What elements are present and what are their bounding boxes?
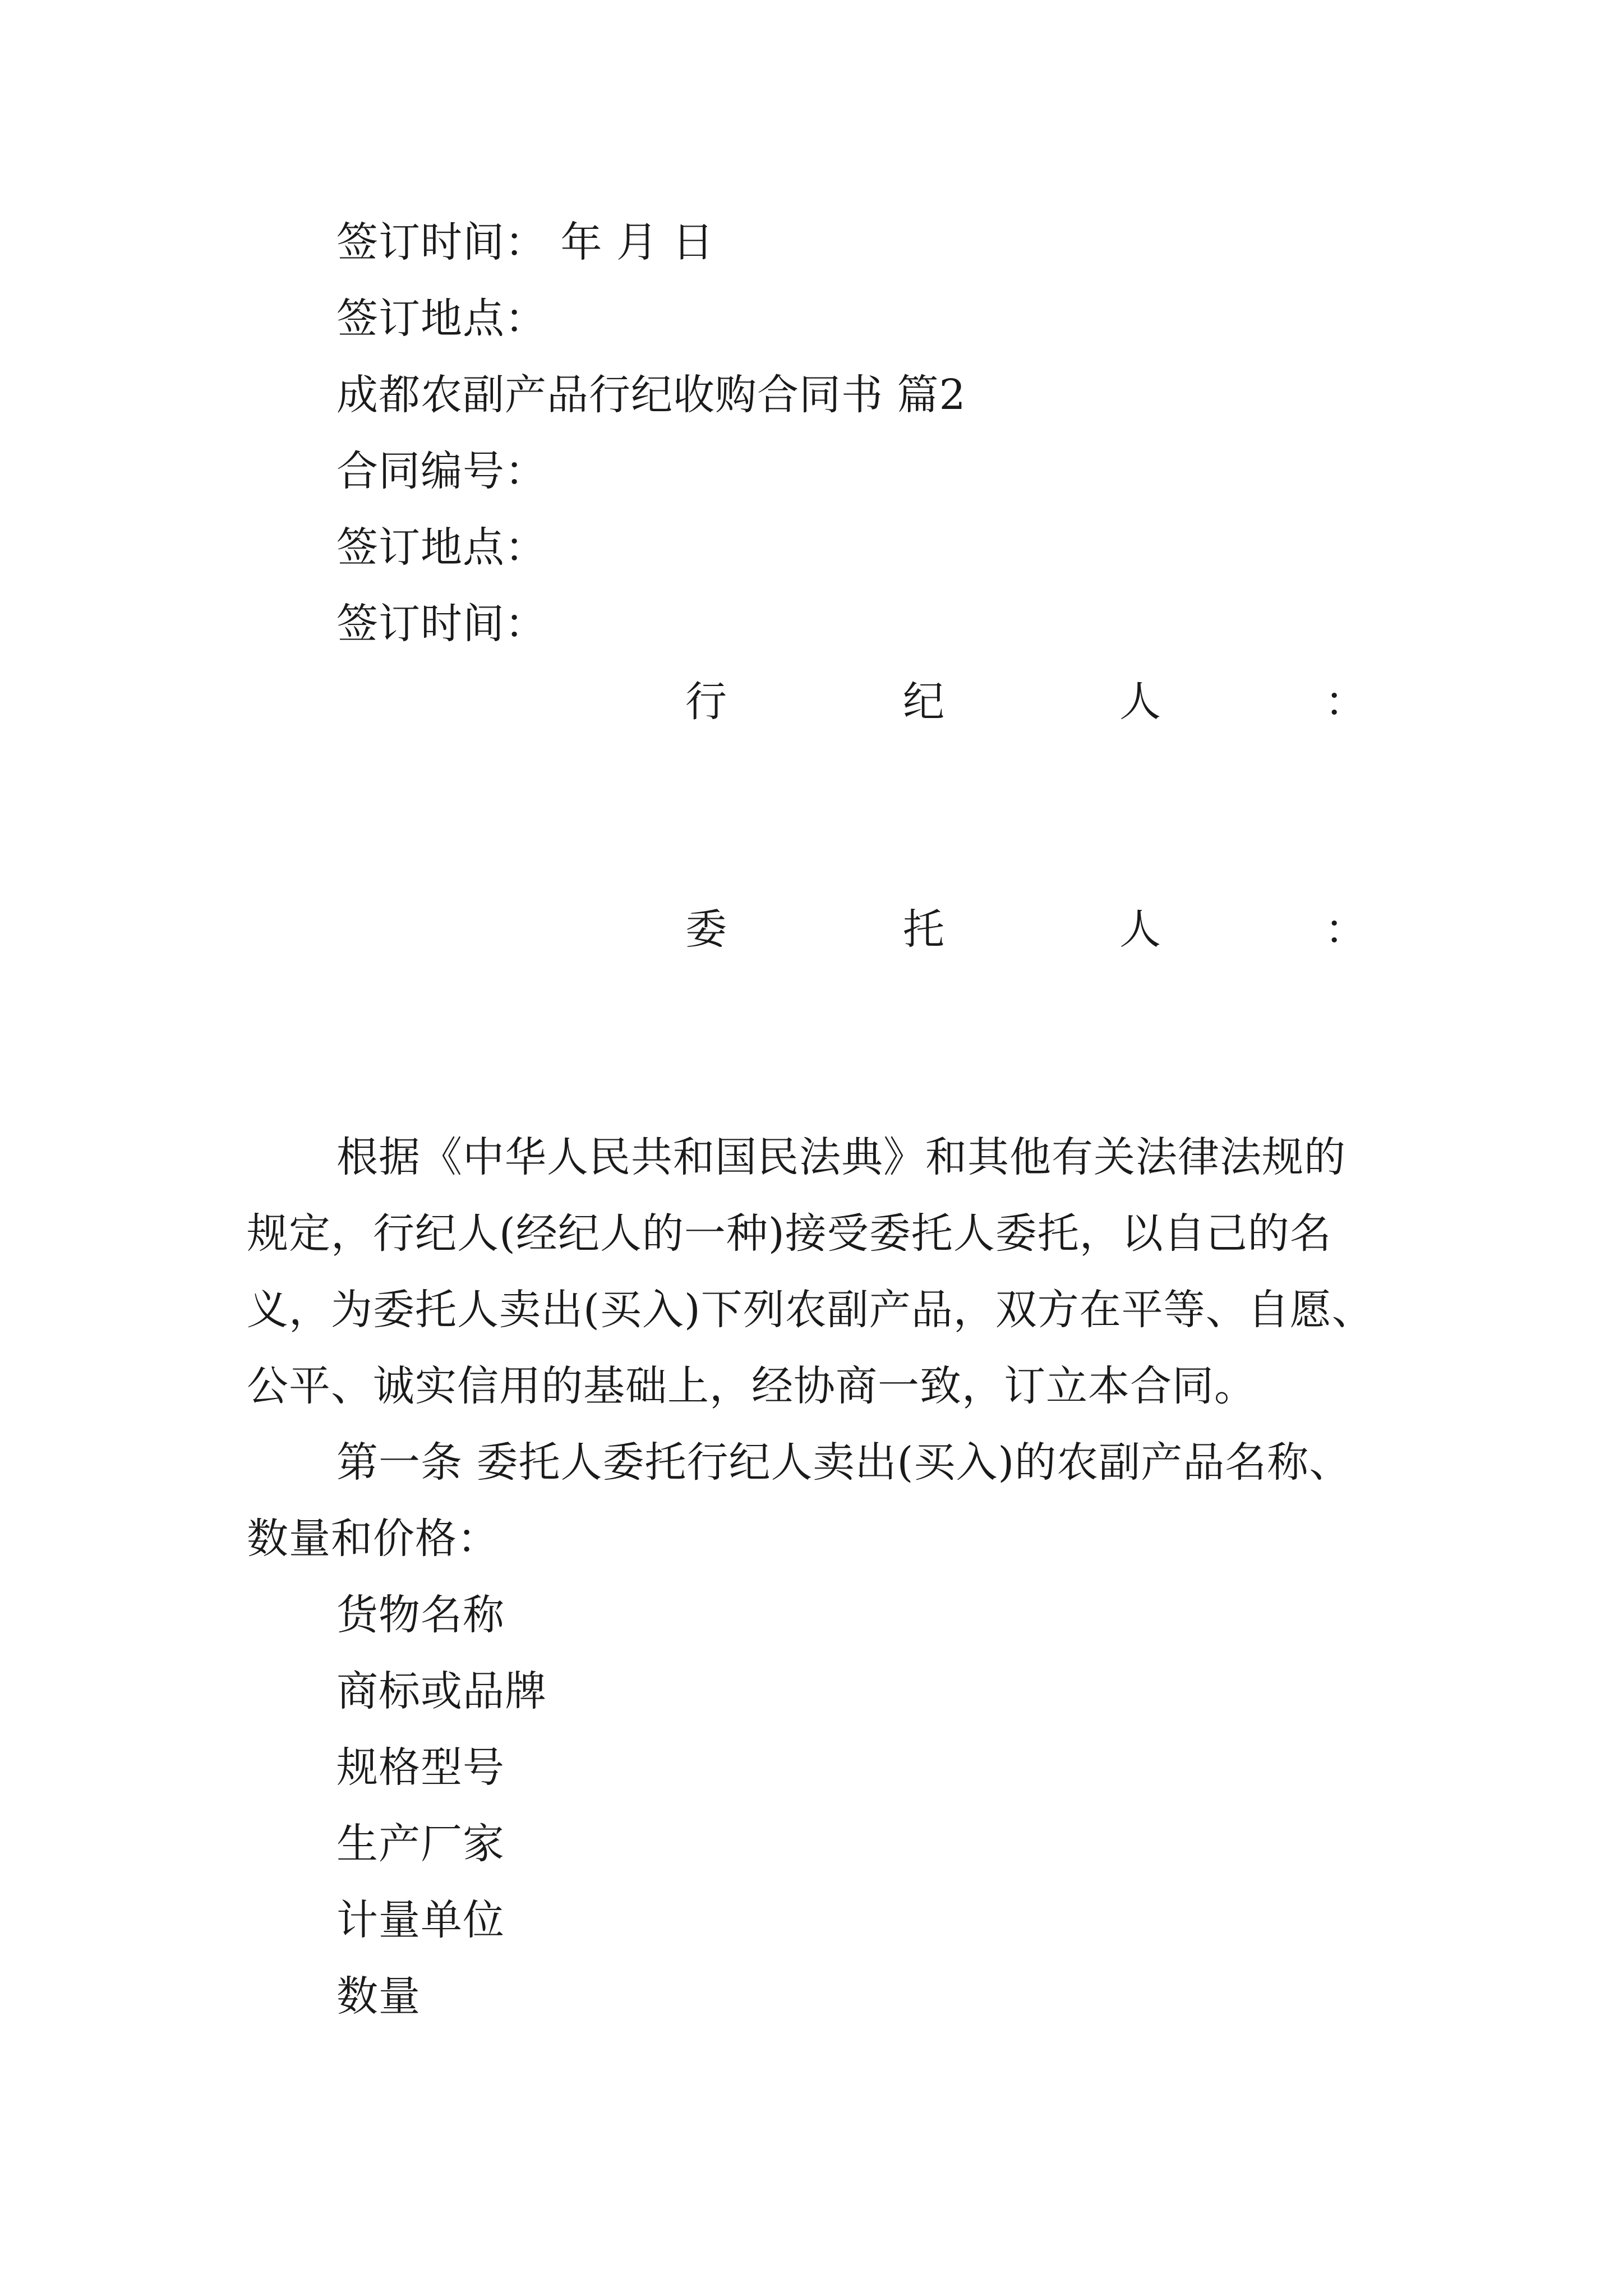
broker-char-1: 行	[685, 678, 727, 726]
list-item: 货物名称	[336, 1591, 505, 1639]
intro-line-2: 规定，行纪人(经纪人的一种)接受委托人委托，以自己的名	[247, 1209, 1332, 1258]
sign-time-line-2: 签订时间：	[336, 600, 547, 648]
list-item: 生产厂家	[336, 1820, 505, 1868]
sign-place-line-1: 签订地点：	[336, 295, 547, 343]
list-item: 商标或品牌	[336, 1667, 547, 1715]
principal-char-1: 委	[685, 905, 727, 954]
intro-line-3: 义，为委托人卖出(买入)下列农副产品，双方在平等、自愿、	[247, 1286, 1374, 1334]
principal-char-3: 人	[1119, 905, 1161, 954]
intro-line-4: 公平、诚实信用的基础上，经协商一致，订立本合同。	[247, 1362, 1256, 1410]
list-item: 规格型号	[336, 1743, 505, 1792]
article-1-line-1: 第一条 委托人委托行纪人卖出(买入)的农副产品名称、	[336, 1438, 1352, 1487]
contract-title-part2: 成都农副产品行纪收购合同书 篇2	[336, 371, 966, 419]
principal-char-2: 托	[903, 905, 944, 954]
contract-number-line: 合同编号：	[336, 447, 547, 495]
broker-colon: ：	[1325, 678, 1366, 726]
broker-char-2: 纪	[903, 678, 944, 726]
sign-place-line-2: 签订地点：	[336, 523, 547, 572]
principal-colon: ：	[1325, 905, 1366, 954]
intro-line-1: 根据《中华人民共和国民法典》和其他有关法律法规的	[336, 1133, 1346, 1181]
broker-char-3: 人	[1119, 678, 1161, 726]
sign-time-line-1: 签订时间： 年 月 日	[336, 218, 714, 266]
list-item: 数量	[336, 1972, 421, 2021]
article-1-line-2: 数量和价格：	[247, 1515, 499, 1563]
list-item: 计量单位	[336, 1896, 505, 1944]
